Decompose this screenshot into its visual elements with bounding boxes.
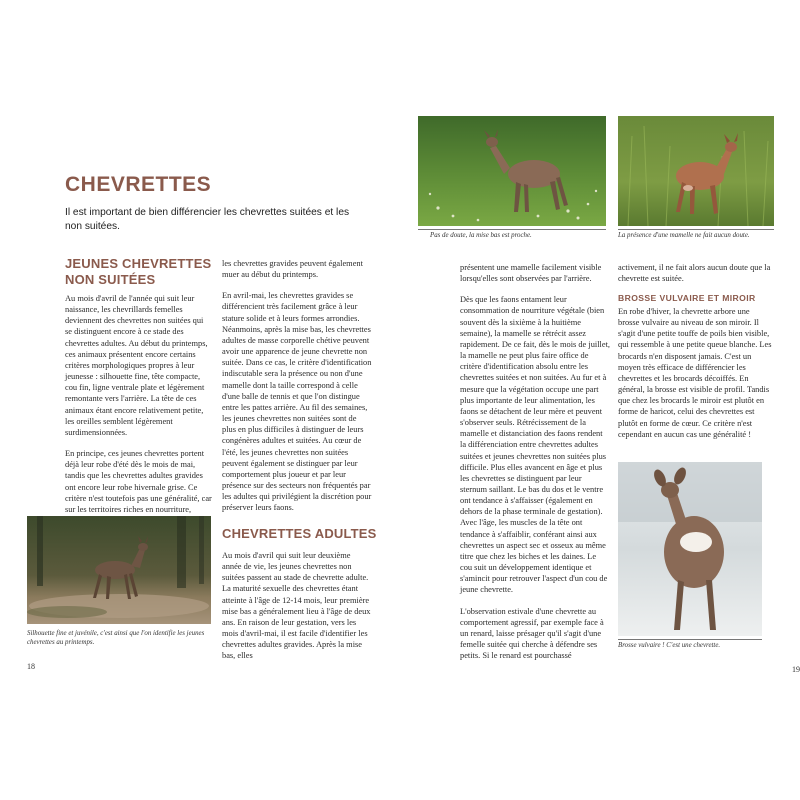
photo-young-doe xyxy=(27,516,211,624)
column-1-text xyxy=(65,293,212,515)
photo-caption: Silhouette fine et juvénile, c'est ainsi que l'on identifie les jeunes chevrettes au printemps. xyxy=(27,630,205,646)
photo-caption: Brosse vulvaire ! C'est une chevrette. xyxy=(618,642,721,649)
column-2b-text xyxy=(222,550,372,662)
paragraph: les chevrettes gravides peuvent également muer au début du printemps. xyxy=(222,259,363,280)
photo-caption: La présence d'une mamelle ne fait aucun doute. xyxy=(618,232,750,239)
paragraph: Au mois d'avril qui suit leur deuxième année de vie, les jeunes chevrettes non suitées passent au stade de chevrette adulte. La maturité sexuelle des chevrettes étant atteinte à l'âge de 12-14 mois, leur première mise bas a généralement lieu à l'âge de deux ans. En raison de leur gestation, vers les mois d'avril-mai, il est facile d'identifier les chevrettes adultes gravides. Après la mise bas, elles xyxy=(222,551,371,661)
section-heading-jeunes-chevrettes: JEUNES CHEVRETTES NON SUITÉES xyxy=(65,256,212,287)
paragraph: En principe, ces jeunes chevrettes portent déjà leur robe d'été dès le mois de mai, tandis que les chevrettes adultes gravides ont encore leur robe hivernale grise. Ce critère n'est toutefois pas une généralité, car sur les territoires riches en nourriture, xyxy=(65,449,212,514)
column-2-text xyxy=(222,258,372,513)
section-heading-brosse-vulvaire: BROSSE VULVAIRE ET MIROIR xyxy=(618,293,756,303)
page-title: CHEVRETTES xyxy=(65,173,212,196)
column-4-text xyxy=(618,262,772,284)
paragraph: Au mois d'avril de l'année qui suit leur naissance, les chevrillards femelles deviennent des chevrettes non suitées qui se distinguent encore à ce stade des chevrettes adultes. Au début du printemps, ces animaux présentent encore certains critères morphologiques propres à leur jeunesse : silhouette fine, tête compacte, cou fin, ligne ventrale plate et légèrement remontante vers l'arrière. La tête de ces animaux étant encore relativement petite, les oreilles semblent légèrement surdimensionnées. xyxy=(65,294,208,437)
column-3-text xyxy=(460,262,610,661)
column-4b-text xyxy=(618,306,772,440)
paragraph: Dès que les faons entament leur consommation de nourriture végétale (bien souvent dès la sixième à la huitième semaine), la mamelle se rétrécit assez rapidement. De ce fait, dès le mois de juillet, la mamelle ne peut plus faire office de critère d'identification absolu entre les chevrettes suitées et non suitées. Au fur et à mesure que la végétation occupe une part plus importante de leur alimentation, les faons se détachent de leur mère et peuvent s'observer seuls. Rétrécissement de la mamelle et distanciation des faons rendent la différenciation entre chevrettes adultes suitées et jeunes chevrettes non suitées plus difficile. Plus elles avancent en âge et plus les chevrettes se distinguent par leur sternum saillant. Le bas du dos et le ventre ont tendance à s'affaisser (également en dehors de la phase terminale de gestation). Avec l'âge, les muscles de la tête ont tendance à s'affaiblir, conférant ainsi aux chevrettes un aspect sec et osseux au même titre que chez les biches et les daines. Le cou suit un développement identique et s'amincit pour retrouver l'aspect d'un cou de jeune chevrette. xyxy=(460,295,611,595)
paragraph: activement, il ne fait alors aucun doute que la chevrette est suitée. xyxy=(618,263,771,284)
photo-doe-rump xyxy=(618,462,762,636)
page-number-right: 19 xyxy=(792,665,800,674)
caption-rule xyxy=(618,639,762,640)
paragraph: En avril-mai, les chevrettes gravides se différencient très facilement grâce à leur stature solide et à leurs formes arrondies. Néanmoins, après la mise bas, les chevrettes adultes de masse corporelle chétive peuvent avoir une apparence de jeune chevrette non suitée. Dans ce cas, le critère d'identification indiscutable sera la présence ou non d'une mamelle dont la taille correspond à celle d'une balle de tennis et que l'on distingue entre les pattes arrière. Au fil des semaines, les jeunes chevrettes non suitées sont de plus en plus difficiles à distinguer de leurs congénères adultes et suitées. Au cœur de l'été, les jeunes chevrettes non suitées peuvent également se distinguer par leur comportement plus joueur et par leur présence sur des secteurs non fréquentés par les adultes qui privilégient la discrétion pour préserver leurs faons. xyxy=(222,291,372,513)
caption-rule xyxy=(418,229,606,230)
photo-pregnant-doe xyxy=(418,116,606,226)
page-number-left: 18 xyxy=(27,662,35,671)
paragraph: En robe d'hiver, la chevrette arbore une brosse vulvaire au niveau de son miroir. Il s'agit d'une petite touffe de poils bien visible, qui ressemble à une petite queue blanche. Les brocards n'en disposent jamais. C'est un moyen très efficace de différencier les chevrettes et les brocards décoiffés. En général, la brosse est visible de profil. Tandis que chez les brocards le miroir est plutôt en forme de haricot, celui des chevrettes est plutôt en forme de cœur. Ce critère n'est cependant en aucun cas une généralité ! xyxy=(618,307,772,439)
photo-caption: Pas de doute, la mise bas est proche. xyxy=(430,232,532,239)
paragraph: L'observation estivale d'une chevrette au comportement agressif, par exemple face à un renard, laisse présager qu'il s'agit d'une femelle suitée qui cherche à défendre ses petits. Si le renard est pourchassé xyxy=(460,606,604,661)
intro-text: Il est important de bien différencier les chevrettes suitées et les non suitées. xyxy=(65,207,350,232)
section-heading-chevrettes-adultes: CHEVRETTES ADULTES xyxy=(222,526,377,541)
paragraph: présentent une mamelle facilement visible lorsqu'elles sont observées par l'arrière. xyxy=(460,263,602,284)
right-page xyxy=(400,0,800,800)
caption-rule xyxy=(618,229,774,230)
photo-doe-udder xyxy=(618,116,774,226)
